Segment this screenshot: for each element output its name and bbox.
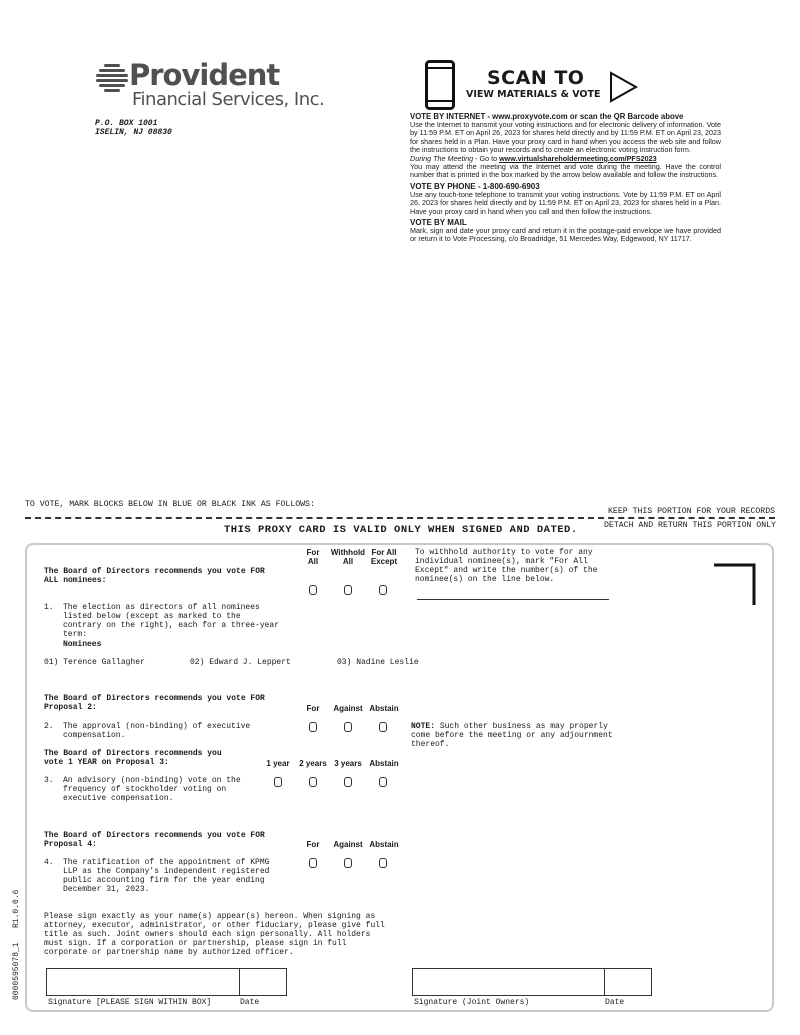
item-2-text: The approval (non-binding) of executive compensation.	[63, 722, 251, 740]
meeting-url-link[interactable]: www.virtualshareholdermeeting.com/PFS2023	[499, 153, 657, 163]
board-rec-4: The Board of Directors recommends you vote FOR Proposal 4:	[44, 831, 265, 849]
date-label: Date	[240, 998, 260, 1007]
mail-heading: VOTE BY MAIL	[410, 218, 467, 228]
nominee-3: 03) Nadine Leslie	[337, 658, 419, 667]
checkbox-p3-1year[interactable]	[274, 777, 282, 787]
note-text	[411, 722, 631, 749]
note-label: NOTE:	[411, 722, 436, 731]
address-line-1: P.O. BOX 1001	[95, 119, 158, 128]
col-abstain-p2: Abstain	[369, 704, 399, 713]
item-1-text: The election as directors of all nominees listed below (except as marked to the contrary on the right), each for a three-year term:	[63, 603, 280, 639]
valid-notice: THIS PROXY CARD IS VALID ONLY WHEN SIGNED AND DATED.	[224, 524, 578, 536]
address-line-2: ISELIN, NJ 08830	[95, 128, 172, 137]
col-for-p4: For	[306, 840, 320, 849]
detach-label: DETACH AND RETURN THIS PORTION ONLY	[604, 521, 776, 530]
board-rec-3: The Board of Directors recommends you vote 1 YEAR on Proposal 3:	[44, 749, 222, 767]
company-subtitle: Financial Services, Inc.	[132, 89, 325, 110]
phone-heading: VOTE BY PHONE - 1-800-690-6903	[410, 181, 540, 191]
nominees-label: Nominees	[63, 640, 102, 649]
checkbox-p2-abstain[interactable]	[379, 722, 387, 732]
phone-icon	[425, 60, 455, 110]
item-3-number: 3.	[44, 776, 54, 785]
meeting-dash: - Go to	[473, 153, 500, 163]
checkbox-p4-for[interactable]	[309, 858, 317, 868]
mailing-address	[95, 119, 172, 137]
signature-box[interactable]	[46, 968, 240, 996]
col-abstain-p3: Abstain	[369, 759, 399, 768]
item-1-number: 1.	[44, 603, 54, 612]
corner-marker-icon	[714, 563, 758, 605]
checkbox-p4-against[interactable]	[344, 858, 352, 868]
note-body: Such other business as may properly come before the meeting or any adjournment thereof.	[411, 722, 613, 749]
scan-subtitle: VIEW MATERIALS & VOTE	[466, 89, 601, 100]
col-for-all-except: For All Except	[370, 548, 398, 566]
item-4-text: The ratification of the appointment of KPMG LLP as the Company's independent registered public accounting firm for the year ending December 31, 2023.	[63, 858, 270, 894]
meeting-text: You may attend the meeting via the Internet and vote during the meeting. Have the control number that is printed in the box marked by the arrow below available and follow the instructions.	[410, 162, 721, 180]
phone-text: Use any touch-tone telephone to transmit your voting instructions. Vote by 11:59 P.M. ET on April 26, 2023 for shares held directly and by 11:59 P.M. ET on April 23, 2023 for shares held in a Plan. Have your proxy card in hand when you call and then follow the instructions.	[410, 189, 721, 216]
company-logo	[96, 58, 336, 112]
col-2years: 2 years	[299, 759, 327, 768]
company-name: Provident	[129, 58, 280, 92]
checkbox-p2-against[interactable]	[344, 722, 352, 732]
board-rec-1: The Board of Directors recommends you vote FOR ALL nominees:	[44, 567, 265, 585]
item-4-number: 4.	[44, 858, 54, 867]
sign-instructions: Please sign exactly as your name(s) appear(s) hereon. When signing as attorney, executor, administrator, or other fiduciary, please give full title as such. Joint owners should each sign personally. All holders must sign. If a corporation or partnership, please sign in full corporate or partnership name by authorized officer.	[44, 912, 385, 957]
board-rec-2: The Board of Directors recommends you vote FOR Proposal 2:	[44, 694, 265, 712]
signature-label: Signature [PLEASE SIGN WITHIN BOX]	[48, 998, 212, 1007]
col-against-p2: Against	[333, 704, 363, 713]
mail-text: Mark, sign and date your proxy card and return it in the postage-paid envelope we have provided or return it to Vote Processing, c/o Broadridge, 51 Mercedes Way, Edgewood, NY 11717.	[410, 226, 721, 244]
withhold-note: To withhold authority to vote for any individual nominee(s), mark "For All Except" and write the number(s) of the nominee(s) on the line below.	[415, 548, 598, 584]
checkbox-p3-abstain[interactable]	[379, 777, 387, 787]
play-arrow-icon	[609, 71, 639, 103]
joint-date-label: Date	[605, 998, 625, 1007]
joint-signature-label: Signature (Joint Owners)	[414, 998, 530, 1007]
col-1year: 1 year	[266, 759, 290, 768]
side-code: 0000595078_1 R1.0.0.6	[12, 889, 21, 1000]
checkbox-p3-2years[interactable]	[309, 777, 317, 787]
checkbox-for-all-except[interactable]	[379, 585, 387, 595]
detach-dashed-line	[25, 517, 775, 519]
joint-date-box[interactable]	[604, 968, 652, 996]
col-3years: 3 years	[334, 759, 362, 768]
joint-signature-box[interactable]	[412, 968, 605, 996]
checkbox-withhold-all[interactable]	[344, 585, 352, 595]
nominee-2: 02) Edward J. Leppert	[190, 658, 291, 667]
ink-instructions: TO VOTE, MARK BLOCKS BELOW IN BLUE OR BLACK INK AS FOLLOWS:	[25, 500, 315, 509]
checkbox-p3-3years[interactable]	[344, 777, 352, 787]
col-withhold-all: Withhold All	[330, 548, 366, 566]
voting-instructions	[410, 112, 721, 244]
col-for-p2: For	[306, 704, 320, 713]
keep-label: KEEP THIS PORTION FOR YOUR RECORDS	[608, 507, 776, 516]
item-3-text: An advisory (non-binding) vote on the frequency of stockholder voting on executive compensation.	[63, 776, 241, 803]
col-abstain-p4: Abstain	[369, 840, 399, 849]
date-box[interactable]	[239, 968, 287, 996]
checkbox-p4-abstain[interactable]	[379, 858, 387, 868]
provident-logo-icon	[96, 64, 128, 92]
internet-heading: VOTE BY INTERNET - www.proxyvote.com or scan the QR Barcode above	[410, 112, 684, 121]
nominee-1: 01) Terence Gallagher	[44, 658, 145, 667]
item-2-number: 2.	[44, 722, 54, 731]
nominee-exception-line[interactable]	[417, 599, 609, 600]
meeting-prefix: During The Meeting	[410, 153, 474, 163]
checkbox-p2-for[interactable]	[309, 722, 317, 732]
col-against-p4: Against	[333, 840, 363, 849]
checkbox-for-all[interactable]	[309, 585, 317, 595]
internet-text: Use the Internet to transmit your voting instructions and for electronic delivery of information. Vote by 11:59 P.M. ET on April 26, 2023 for shares held directly and by 11:59 P.M. ET on April 23, 2023 for shares held in a Plan. Have your proxy card in hand when you access the web site and follow the instructions to obtain your records and to create an electronic voting instruction form.	[410, 120, 721, 155]
scan-title: SCAN TO	[487, 67, 585, 89]
col-for-all: For All	[306, 548, 320, 566]
